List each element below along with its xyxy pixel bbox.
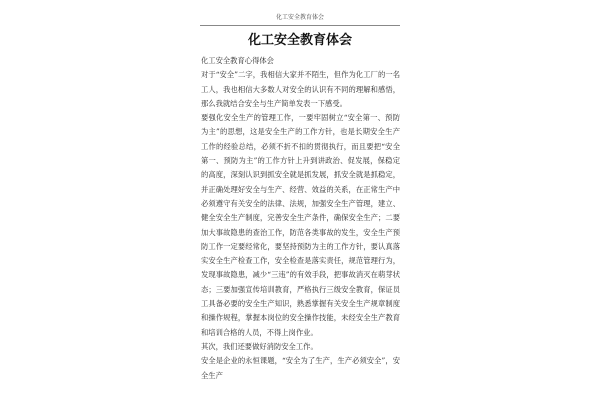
paragraph: 其次，我们还要做好消防安全工作。 — [201, 341, 318, 351]
document-title: 化工安全教育体会 — [247, 33, 352, 48]
paragraph: 对于“安全”二字，我相信大家并不陌生，但作为化工厂的一名工人，我也相信大多数人对安全的认识有不同的理解和感悟，那么我就结合安全与生产简单发表一下感受。 — [201, 70, 400, 108]
paragraph-subtitle: 化工安全教育心得体会 — [201, 56, 274, 65]
paragraph: 要强化安全生产的管理工作，一要牢固树立“安全第一、预防为主”的思想，这是安全生产的工作方针，也是长期安全生产工作的经验总结，必须不折不扣的贯彻执行，而且要把“安全第一、预防为主”的工作方针上升到讲政治、促发展，保稳定的高度，深刻认识到抓安全就是抓发展，抓安全就是抓稳定，并正确处理好安全与生产、经营、效益的关系，在正常生产中必须遵守有关安全的法律、法规，加强安全生产管理，建立、健全安全生产制度，完善安全生产条件，确保安全生产；二要加大事故隐患的查治工作，防范各类事故的发生，安全生产预防工作一定要经常化，要坚持预防为主的工作方针，要认真落实安全生产检查工作，安全检查是落实责任，规范管理行为，发现事故隐患，减少“三违”的有效手段，把事故消灭在萌芽状态；三要加强宣传培训教育，严格执行三级安全教育，保证员工具备必要的安全生产知识，熟悉掌握有关安全生产规章制度和操作规程，掌握本岗位的安全操作技能，未经安全生产教育和培训合格的人员，不得上岗作业。 — [201, 113, 400, 337]
paragraph: 安全是企业的永恒课题，“安全为了生产，生产必须安全”，安全生产 — [201, 356, 400, 380]
running-header: 化工安全教育体会 — [275, 14, 324, 21]
header-divider — [200, 25, 400, 26]
document-body — [201, 54, 400, 383]
